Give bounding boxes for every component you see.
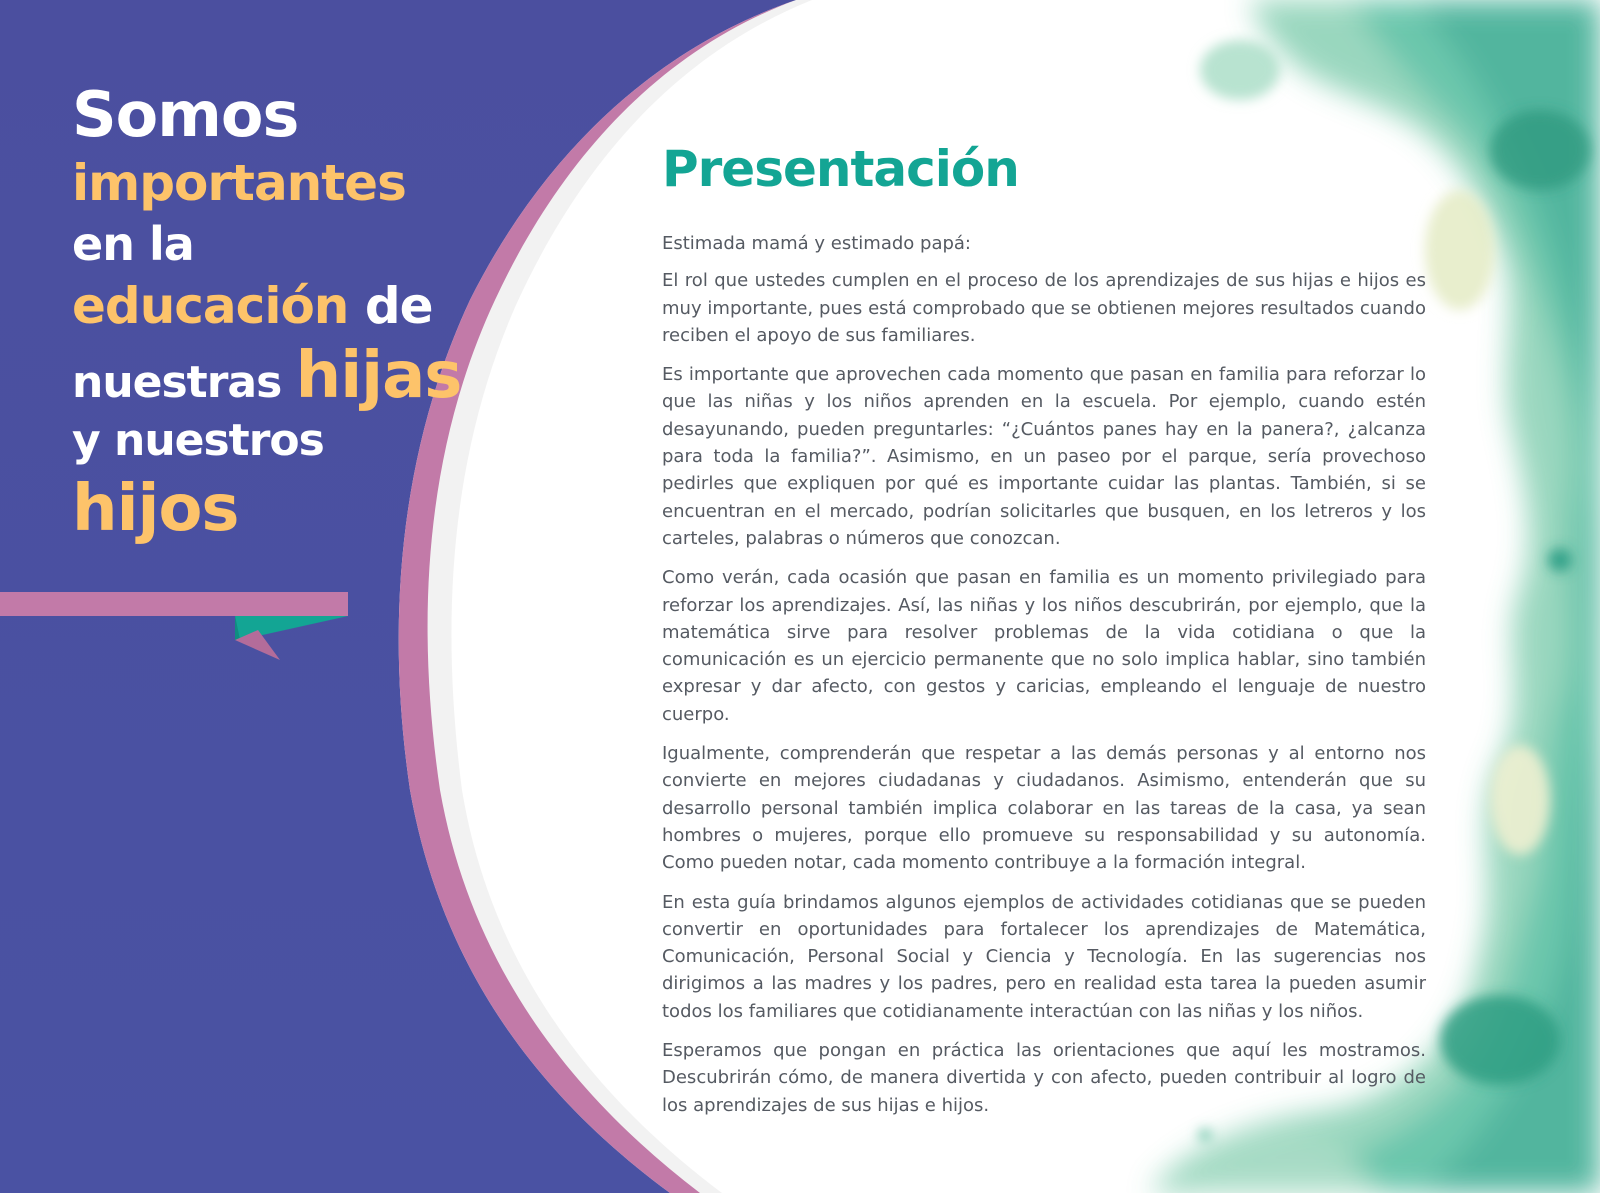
cover-word-hijas: hijas xyxy=(295,339,462,413)
cover-title xyxy=(72,78,462,548)
paragraph: Es importante que aprovechen cada momento que pasan en familia para reforzar lo que las niñas y los niños aprenden en la escuela. Por ejemplo, cuando estén desayunando, pueden preguntarles: “¿Cuántos panes hay en la panera?, ¿alcanza para toda la familia?”. Asimismo, en un paseo por el parque, sería provechoso pedirles que expliquen por qué es importante cuidar las plantas. También, si se encuentran en el mercado, podrían solicitarles que busquen, en los letreros y los carteles, palabras o números que conozcan. xyxy=(662,364,1426,549)
cover-title-line-3 xyxy=(72,214,452,274)
paragraph: Igualmente, comprenderán que respetar a las demás personas y al entorno nos convierte en mejores ciudadanas y ciudadanos. Asimismo, entenderán que su desarrollo personal también implica colaborar en las tareas de la casa, ya sean hombres o mujeres, porque ello promueve su responsabilidad y su autonomía. Como pueden notar, cada momento contribuye a la formación integral. xyxy=(662,743,1426,874)
cover-title-line-5 xyxy=(72,339,462,413)
cover-word-educacion: educación xyxy=(72,277,349,335)
cover-word-en-la: en la xyxy=(72,217,194,271)
cover-title-line-4 xyxy=(72,274,452,340)
cover-word-somos: Somos xyxy=(72,78,299,151)
cover-word-y-nuestros: y nuestros xyxy=(72,415,324,466)
paragraph: El rol que ustedes cumplen en el proceso de los aprendizajes de sus hijas e hijos es muy importante, pues está comprobado que se obtienen mejores resultados cuando reciben el apoyo de sus familiares. xyxy=(662,270,1426,346)
cover-title-line-7 xyxy=(72,470,452,548)
paragraph: Como verán, cada ocasión que pasan en familia es un momento privilegiado para reforzar los aprendizajes. Así, las niñas y los niños descubrirán, por ejemplo, que la matemática sirve para resolver problemas de la vida cotidiana o que la comunicación es un ejercicio permanente que no solo implica hablar, sino también expresar y dar afecto, con gestos y caricias, empleando el lenguaje de nuestro cuerpo. xyxy=(662,567,1426,725)
ribbon-banner xyxy=(0,592,360,664)
cover-title-line-2 xyxy=(72,152,452,214)
paragraph: Esperamos que pongan en práctica las orientaciones que aquí les mostramos. Descubrirán cómo, de manera divertida y con afecto, pueden contribuir al logro de los aprendizajes de sus hijas e hijos. xyxy=(662,1040,1426,1116)
presentation-section xyxy=(662,138,1426,1131)
cover-title-line-6 xyxy=(72,412,452,470)
paragraph: En esta guía brindamos algunos ejemplos de actividades cotidianas que se pueden convertir en oportunidades para fortalecer los aprendizajes de Matemática, Comunicación, Personal Social y Ciencia y Tecnología. En las sugerencias nos dirigimos a las madres y los padres, pero en realidad esta tarea la pueden asumir todos los familiares que cotidianamente interactúan con las niñas y los niños. xyxy=(662,891,1426,1022)
cover-word-importantes: importantes xyxy=(72,154,406,212)
cover-word-nuestras: nuestras xyxy=(72,357,282,408)
presentation-heading: Presentación xyxy=(662,140,1019,198)
cover-word-hijos: hijos xyxy=(72,472,239,546)
greeting: Estimada mamá y estimado papá: xyxy=(662,233,971,254)
cover-title-line-1 xyxy=(72,78,452,152)
cover-word-de: de xyxy=(364,277,433,335)
